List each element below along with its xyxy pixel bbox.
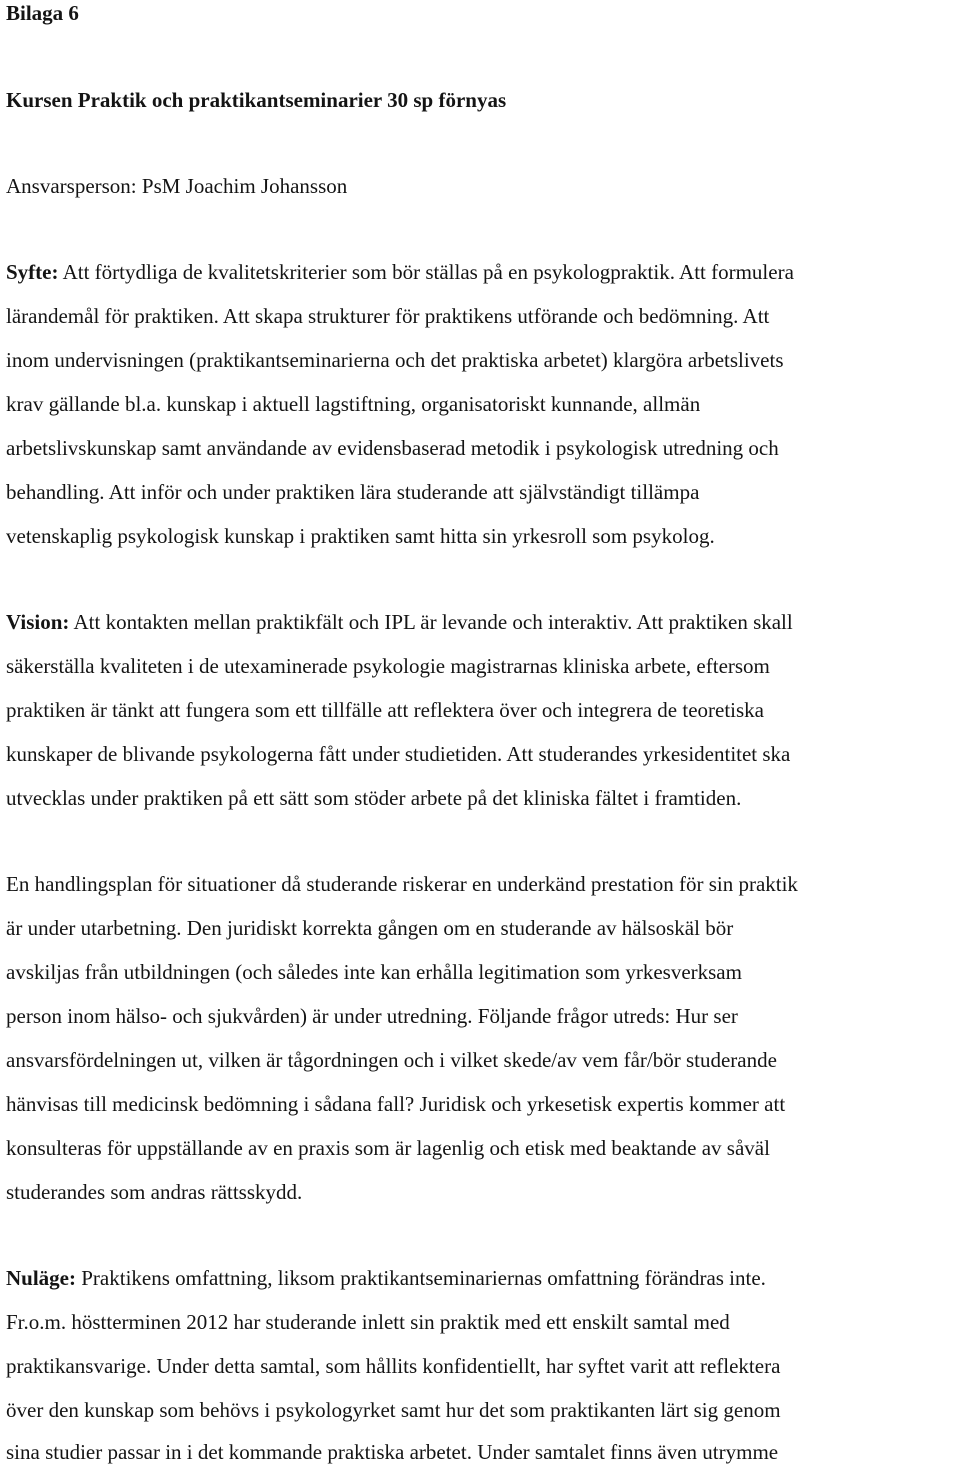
purpose-line: inom undervisningen (praktikantseminarierna och det praktiska arbetet) klargöra arbetslivets bbox=[6, 348, 784, 372]
status-line: Nuläge: Praktikens omfattning, liksom praktikantseminariernas omfattning förändras inte. bbox=[6, 1266, 766, 1290]
vision-line: kunskaper de blivande psykologerna fått under studietiden. Att studerandes yrkesidentitet ska bbox=[6, 742, 791, 766]
plan-line: är under utarbetning. Den juridiskt korrekta gången om en studerande av hälsoskäl bör bbox=[6, 916, 734, 940]
status-line: över den kunskap som behövs i psykologyrket samt hur det som praktikanten lärt sig genom bbox=[6, 1398, 781, 1422]
plan-line: hänvisas till medicinsk bedömning i sådana fall? Juridisk och yrkesetisk expertis kommer att bbox=[6, 1092, 786, 1116]
purpose-label: Syfte: bbox=[6, 260, 59, 284]
purpose-line: krav gällande bl.a. kunskap i aktuell lagstiftning, organisatoriskt kunnande, allmän bbox=[6, 392, 701, 416]
plan-line: ansvarsfördelningen ut, vilken är tågordningen och i vilket skede/av vem får/bör studerande bbox=[6, 1048, 777, 1072]
purpose-line: arbetslivskunskap samt användande av evidensbaserad metodik i psykologisk utredning och bbox=[6, 436, 779, 460]
vision-line: praktiken är tänkt att fungera som ett tillfälle att reflektera över och integrera de teoretiska bbox=[6, 698, 764, 722]
purpose-line: behandling. Att inför och under praktiken lära studerande att självständigt tillämpa bbox=[6, 480, 700, 504]
plan-line: konsulteras för uppställande av en praxis som är lagenlig och etisk med beaktande av såväl bbox=[6, 1136, 770, 1160]
plan-line: person inom hälso- och sjukvården) är under utredning. Följande frågor utreds: Hur ser bbox=[6, 1004, 738, 1028]
plan-line: studerandes som andras rättsskydd. bbox=[6, 1180, 303, 1204]
plan-line: avskiljas från utbildningen (och således inte kan erhålla legitimation som yrkesverksam bbox=[6, 960, 742, 984]
vision-line: säkerställa kvaliteten i de utexaminerade psykologie magistrarnas kliniska arbete, eftersom bbox=[6, 654, 770, 678]
status-line: praktikansvarige. Under detta samtal, som hållits konfidentiellt, har syftet varit att reflektera bbox=[6, 1354, 781, 1378]
status-line: Fr.o.m. höstterminen 2012 har studerande inlett sin praktik med ett enskilt samtal med bbox=[6, 1310, 730, 1334]
document-title: Kursen Praktik och praktikantseminarier 30 sp förnyas bbox=[6, 88, 507, 112]
appendix-label: Bilaga 6 bbox=[6, 1, 79, 25]
vision-line: Vision: Att kontakten mellan praktikfält och IPL är levande och interaktiv. Att praktiken skall bbox=[6, 610, 793, 634]
plan-line: En handlingsplan för situationer då studerande riskerar en underkänd prestation för sin praktik bbox=[6, 872, 798, 896]
status-line: sina studier passar in i det kommande praktiska arbetet. Under samtalet finns även utrymme bbox=[6, 1440, 779, 1464]
vision-line: utvecklas under praktiken på ett sätt som stöder arbete på det kliniska fältet i framtiden. bbox=[6, 786, 742, 810]
purpose-line: vetenskaplig psykologisk kunskap i praktiken samt hitta sin yrkesroll som psykolog. bbox=[6, 524, 715, 548]
purpose-line: Syfte: Att förtydliga de kvalitetskriterier som bör ställas på en psykologpraktik. Att formulera bbox=[6, 260, 794, 284]
status-label: Nuläge: bbox=[6, 1266, 76, 1290]
purpose-line: lärandemål för praktiken. Att skapa strukturer för praktikens utförande och bedömning. Att bbox=[6, 304, 770, 328]
responsible-person: Ansvarsperson: PsM Joachim Johansson bbox=[6, 174, 348, 198]
vision-label: Vision: bbox=[6, 610, 70, 634]
